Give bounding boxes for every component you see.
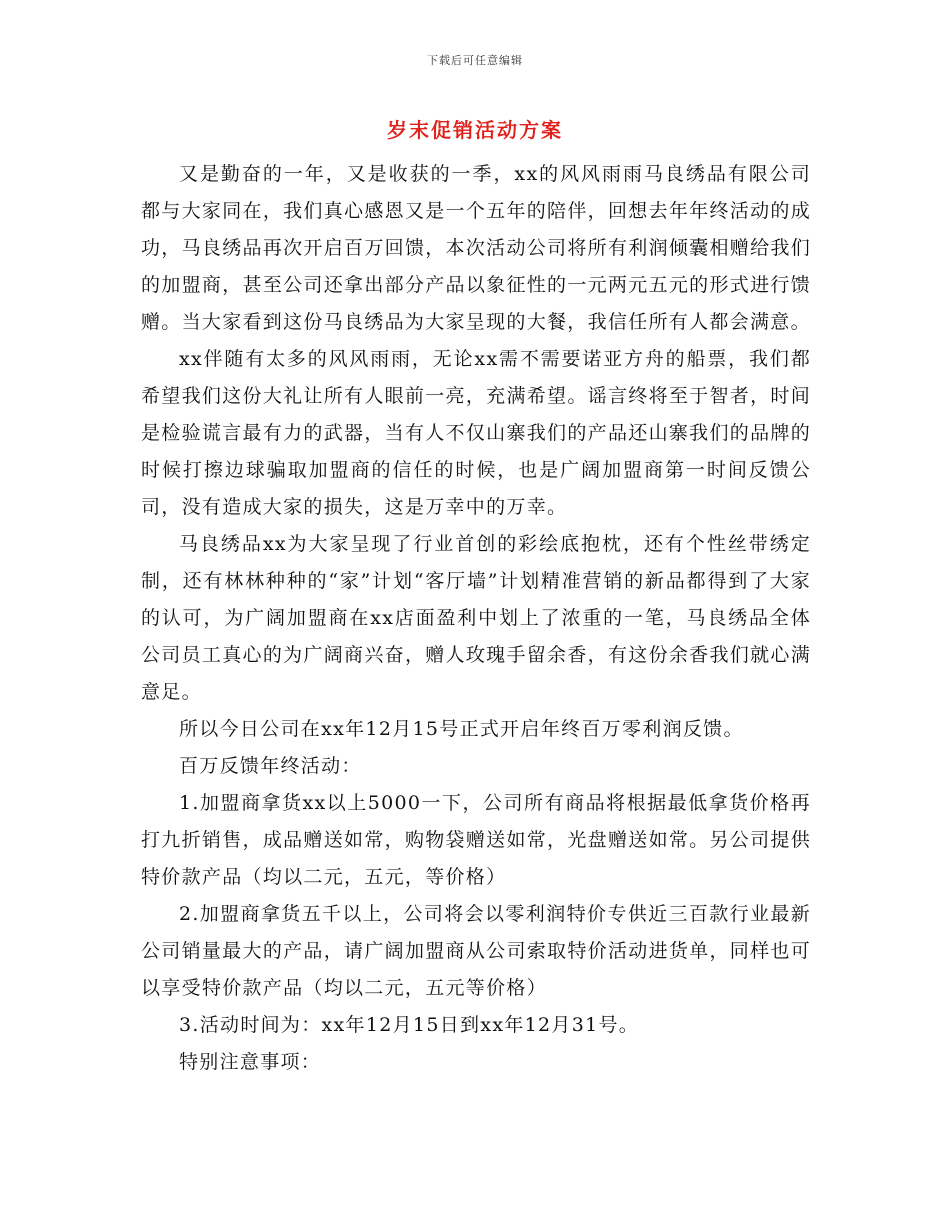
list-item: 3.活动时间为：xx年12月15日到xx年12月31号。 [179,1014,640,1036]
paragraph: 百万反馈年终活动： [179,755,362,777]
paragraph: 又是勤奋的一年，又是收获的一季，xx的风风雨雨马良绣品有限公司都与大家同在，我们真心感恩又是一个五年的陪伴，回想去年年终活动的成功，马良绣品再次开启百万回馈，本次活动公司将所有利润倾囊相赠给我们的加盟商，甚至公司还拿出部分产品以象征性的一元两元五元的形式进行馈赠。当大家看到这份马良绣品为大家呈现的大餐，我信任所有人都会满意。 [141,163,811,333]
document-title: 岁末促销活动方案 [387,118,563,142]
paragraph: 马良绣品xx为大家呈现了行业首创的彩绘底抱枕，还有个性丝带绣定制，还有林林种种的“家”计划“客厅墙”计划精准营销的新品都得到了大家的认可，为广阔加盟商在xx店面盈利中划上了浓重的一笔，马良绣品全体公司员工真心的为广阔商兴奋，赠人玫瑰手留余香，有这份余香我们就心满意足。 [141,533,811,703]
paragraph: 所以今日公司在xx年12月15号正式开启年终百万零利润反馈。 [179,718,744,740]
paragraph: xx伴随有太多的风风雨雨，无论xx需不需要诺亚方舟的船票，我们都希望我们这份大礼让所有人眼前一亮，充满希望。谣言终将至于智者，时间是检验谎言最有力的武器，当有人不仅山寨我们的产品还山寨我们的品牌的时候打擦边球骗取加盟商的信任的时候，也是广阔加盟商第一时间反馈公司，没有造成大家的损失，这是万幸中的万幸。 [141,348,811,518]
document-body [141,156,811,1081]
header-note: 下载后可任意编辑 [427,54,523,67]
section-heading: 特别注意事项： [179,1051,322,1073]
list-item: 1.加盟商拿货xx以上5000一下，公司所有商品将根据最低拿货价格再打九折销售，成品赠送如常，购物袋赠送如常，光盘赠送如常。另公司提供特价款产品（均以二元，五元，等价格） [141,792,811,888]
list-item: 2.加盟商拿货五千以上，公司将会以零利润特价专供近三百款行业最新公司销量最大的产品，请广阔加盟商从公司索取特价活动进货单，同样也可以享受特价款产品（均以二元，五元等价格） [141,903,811,999]
